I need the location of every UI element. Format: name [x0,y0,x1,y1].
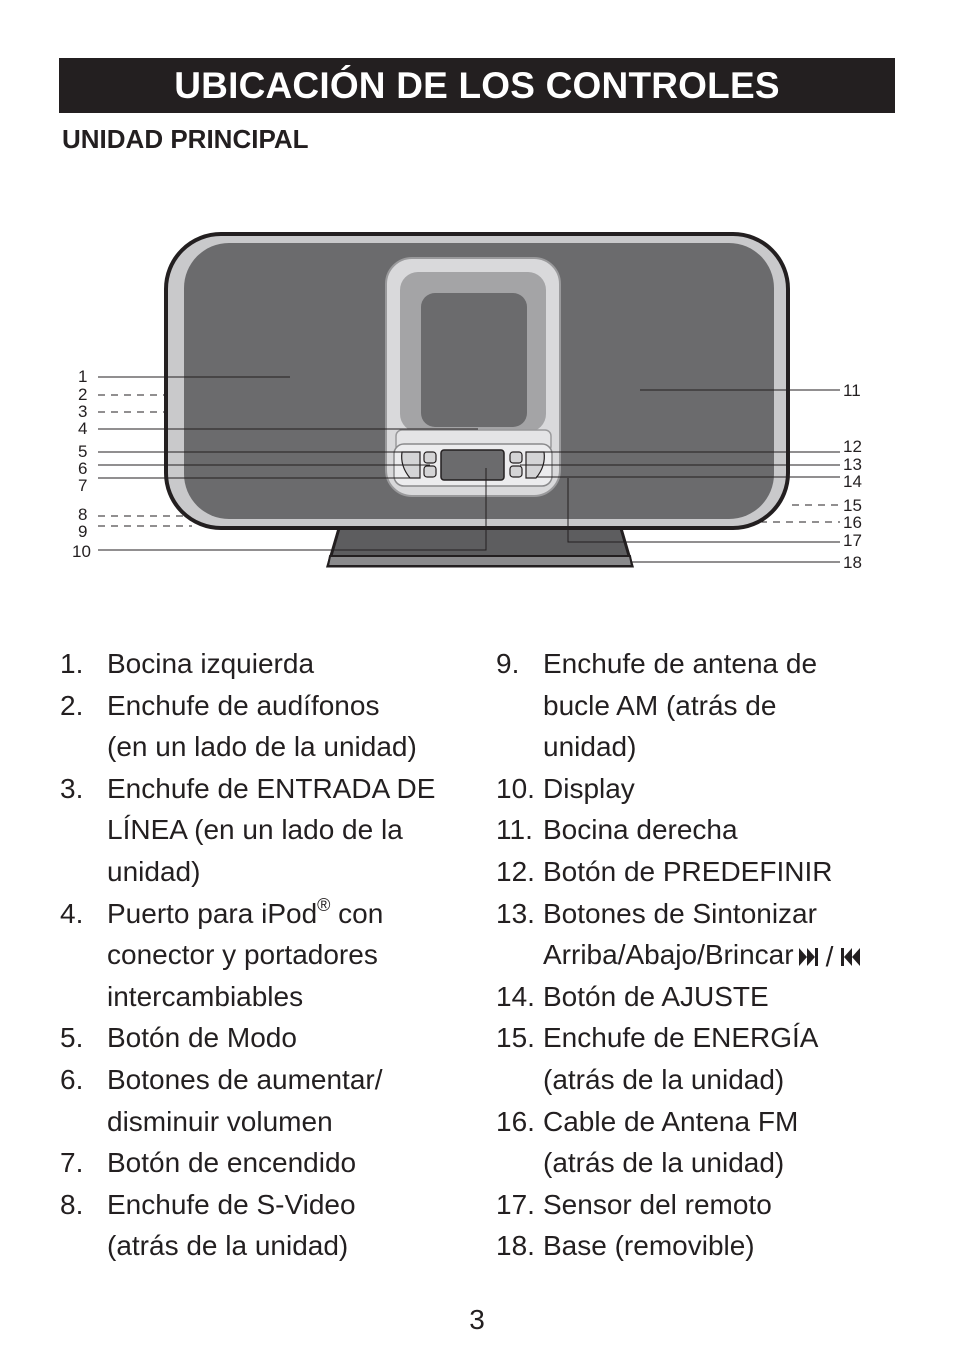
callout-7: 7 [78,476,88,495]
page-title: UBICACIÓN DE LOS CONTROLES [174,64,780,106]
list-item: 8. Enchufe de S-Video (atrás de la unidad) [60,1188,356,1262]
list-item: 5. Botón de Modo [60,1022,297,1054]
title-bar [59,58,895,113]
list-item: 1. Bocina izquierda [60,648,315,679]
list-item: 18. Base (removible) [496,1230,755,1262]
controls-list-right [496,643,916,1267]
callout-2: 2 [78,385,88,404]
list-item: 2. Enchufe de audífonos (en un lado de la unidad) [60,689,417,763]
callout-13: 13 [843,455,862,474]
callout-4: 4 [78,419,88,438]
callout-12: 12 [843,437,862,456]
callout-10: 10 [72,542,91,561]
page-number: 3 [469,1304,485,1335]
callout-18: 18 [843,553,862,572]
controls-list-left [60,643,480,1267]
callout-6: 6 [78,459,88,478]
skip-back-icon [839,946,861,968]
list-item: 6. Botones de aumentar/ disminuir volumen [60,1063,383,1137]
callout-11: 11 [843,381,861,400]
main-unit-diagram [0,200,954,600]
list-item: 9. Enchufe de antena de bucle AM (atrás de unidad) [496,648,818,763]
list-item: 12. Botón de PREDEFINIR [496,855,833,887]
list-item: 10. Display [496,772,635,804]
callout-16: 16 [843,513,862,532]
callout-5: 5 [78,442,88,461]
list-item: 17. Sensor del remoto [496,1188,772,1220]
section-title: UNIDAD PRINCIPAL [62,124,309,154]
callout-3: 3 [78,402,88,421]
icon-separator: / [825,940,834,972]
list-item: 15. Enchufe de ENERGÍA (atrás de la unidad) [496,1022,819,1095]
skip-forward-icon [798,946,820,968]
display-panel [441,450,504,480]
list-item: 7. Botón de encendido [60,1147,357,1179]
list-item: 11. Bocina derecha [496,814,738,846]
list-item: 16. Cable de Antena FM (atrás de la unidad) [496,1105,799,1179]
list-item: 4. Puerto para iPod® con conector y portadores intercambiables [60,894,384,1012]
callout-9: 9 [78,522,88,541]
callout-14: 14 [843,472,862,491]
list-item: 13. Botones de Sintonizar Arriba/Abajo/Brincar / [496,893,916,976]
callout-17: 17 [843,531,862,550]
callout-1: 1 [78,367,88,386]
list-item: 3. Enchufe de ENTRADA DE LÍNEA (en un lado de la unidad) [60,772,436,887]
callout-8: 8 [78,505,88,524]
list-item: 14. Botón de AJUSTE [496,980,769,1012]
registered-mark: ® [317,894,331,915]
callout-15: 15 [843,496,862,515]
